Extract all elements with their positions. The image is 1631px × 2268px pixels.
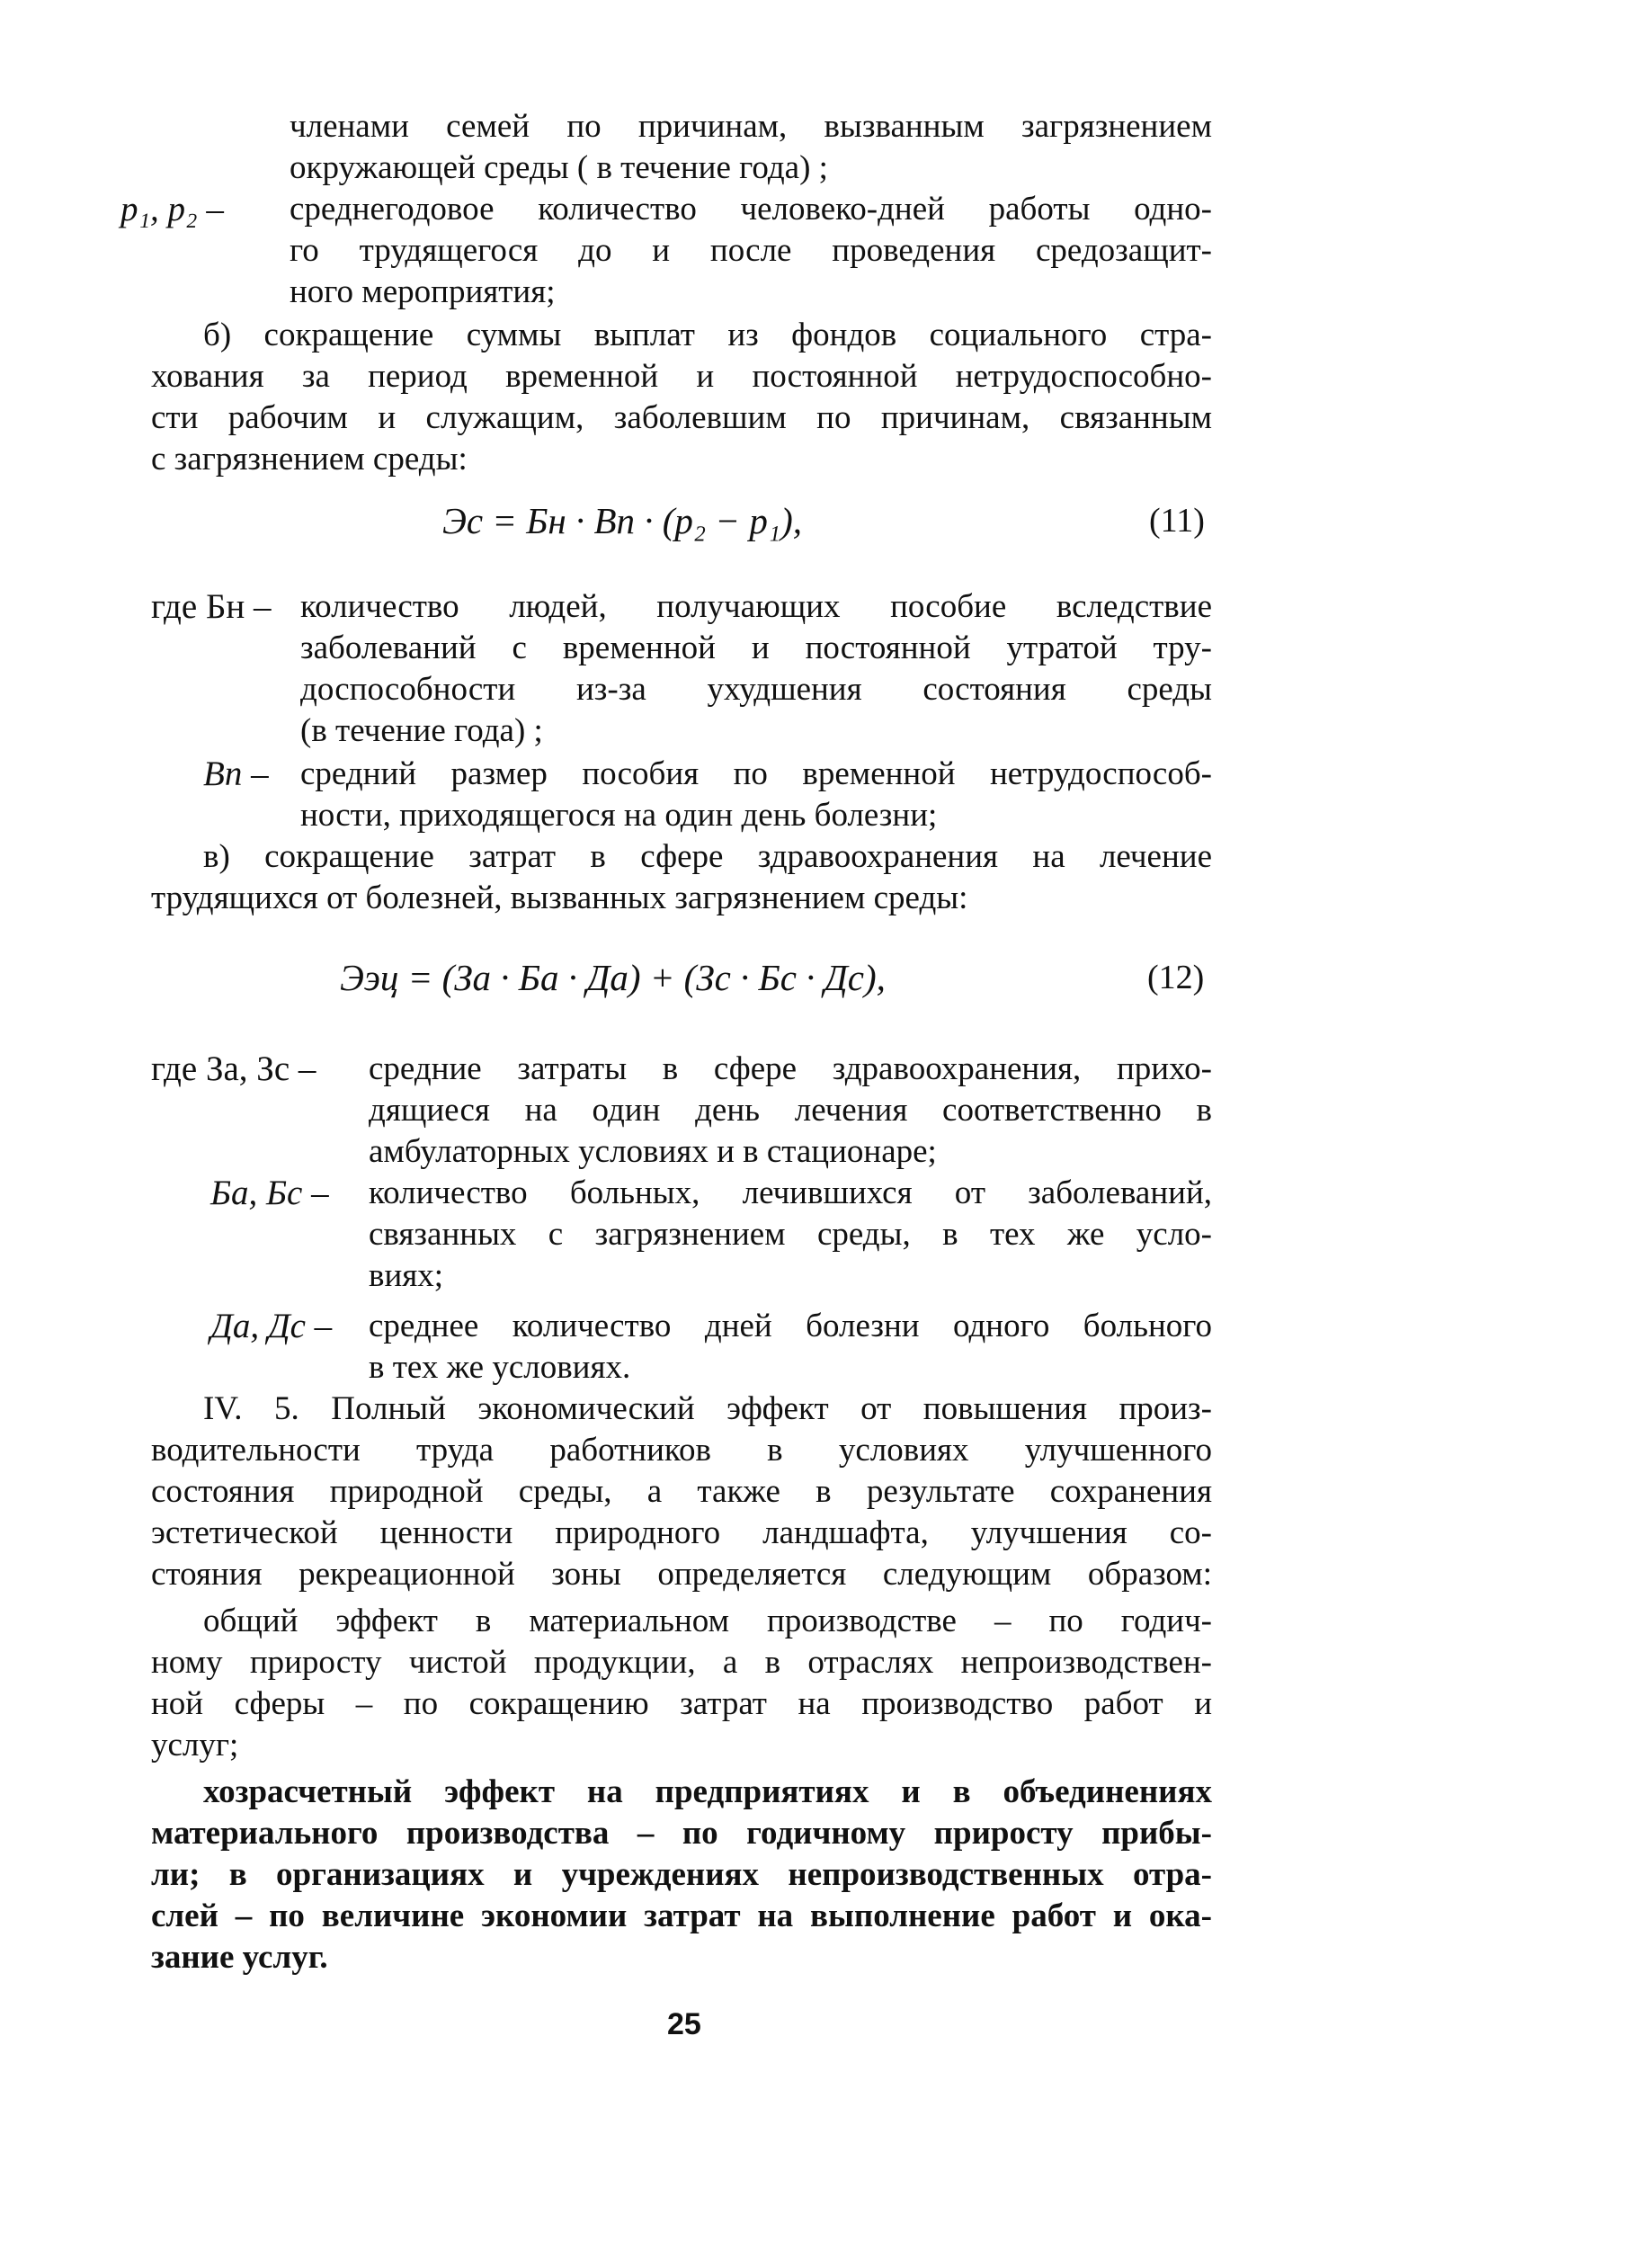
equation-11-number: (11) (1149, 502, 1205, 540)
paragraph-general-line-3: ной сферы – по сокращению затрат на производство работ и (151, 1685, 1212, 1722)
paragraph-v-line-1: в) сокращение затрат в сфере здравоохранения на лечение (203, 838, 1212, 875)
definition-line: (в течение года) ; (300, 712, 543, 749)
definition-term-b: Ба, Бс – (210, 1174, 329, 1212)
paragraph-khoz-line-4: слей – по величине экономии затрат на выполнение работ и ока- (151, 1897, 1212, 1934)
definition-line: связанных с загрязнением среды, в тех же усло- (369, 1216, 1212, 1253)
paragraph-khoz-line-3: ли; в организациях и учреждениях непроизводственных отра- (151, 1856, 1212, 1893)
definition-line: амбулаторных условиях и в стационаре; (369, 1133, 937, 1170)
definition-body-vp (300, 754, 1212, 836)
paragraph-b-line-4: с загрязнением среды: (151, 441, 468, 478)
equation-12-number: (12) (1147, 959, 1205, 996)
definition-line: количество людей, получающих пособие вследствие (300, 588, 1212, 625)
paragraph-b-line-2: хования за период временной и постоянной нетрудоспособно- (151, 358, 1212, 395)
definition-term-z: где За, Зс – (151, 1049, 316, 1088)
paragraph-iv5-line-3: состояния природной среды, а также в результате сохранения (151, 1473, 1212, 1510)
definition-line: дящиеся на один день лечения соответственно в (369, 1092, 1212, 1129)
paragraph-iv5-line-5: стояния рекреационной зоны определяется следующим образом: (151, 1556, 1212, 1593)
definition-line: средний размер пособия по временной нетрудоспособ- (300, 755, 1212, 792)
definition-body-d (369, 1306, 1212, 1388)
definition-line: среднее количество дней болезни одного больного (369, 1308, 1212, 1344)
equation-12: Ээц = (За · Ба · Да) + (Зс · Бс · Дс), (340, 957, 886, 998)
definition-line: ного мероприятия; (290, 273, 556, 310)
paragraph-general-line-4: услуг; (151, 1727, 239, 1764)
definition-term-vp: Вп – (203, 755, 269, 793)
definition-term-p: p₁, p₂ – (120, 190, 224, 228)
paragraph-v-line-2: трудящихся от болезней, вызванных загрязнением среды: (151, 880, 968, 916)
definition-line: в тех же условиях. (369, 1349, 631, 1386)
page-number: 25 (667, 2007, 701, 2041)
paragraph-general-line-1: общий эффект в материальном производстве – по годич- (203, 1603, 1212, 1639)
paragraph-khoz-line-1: хозрасчетный эффект на предприятиях и в объединениях (203, 1773, 1212, 1810)
definition-line: го трудящегося до и после проведения средозащит- (290, 232, 1212, 269)
paragraph-khoz-line-5: зание услуг. (151, 1939, 328, 1976)
paragraph-general-line-2: ному приросту чистой продукции, а в отраслях непроизводствен- (151, 1644, 1212, 1681)
continuation-line-1: членами семей по причинам, вызванным загрязнением (290, 108, 1212, 145)
paragraph-b-line-1: б) сокращение суммы выплат из фондов социального стра- (203, 317, 1212, 353)
definition-line: средние затраты в сфере здравоохранения, прихо- (369, 1050, 1212, 1087)
definition-term-d: Да, Дс – (210, 1307, 333, 1345)
paragraph-iv5-line-1: IV. 5. Полный экономический эффект от повышения произ- (203, 1390, 1212, 1427)
definition-line: заболеваний с временной и постоянной утратой тру- (300, 630, 1212, 666)
definition-body-z (369, 1049, 1212, 1173)
paragraph-iv5-line-4: эстетической ценности природного ландшафта, улучшения со- (151, 1514, 1212, 1551)
equation-11: Эс = Бн · Вп · (p₂ − p₁), (442, 500, 803, 541)
definition-line: количество больных, лечившихся от заболеваний, (369, 1174, 1212, 1211)
definition-body-p (290, 189, 1212, 313)
continuation-line-2: окружающей среды ( в течение года) ; (290, 149, 828, 186)
paragraph-iv5-line-2: водительности труда работников в условиях улучшенного (151, 1432, 1212, 1469)
definition-line: среднегодовое количество человеко-дней работы одно- (290, 191, 1212, 228)
definition-line: ности, приходящегося на один день болезни; (300, 797, 938, 834)
paragraph-khoz-line-2: материального производства – по годичному приросту прибы- (151, 1815, 1212, 1852)
definition-line: виях; (369, 1257, 444, 1294)
paragraph-b-line-3: сти рабочим и служащим, заболевшим по причинам, связанным (151, 399, 1212, 436)
definition-line: доспособности из-за ухудшения состояния среды (300, 671, 1212, 708)
definition-body-bn (300, 586, 1212, 752)
definition-body-b (369, 1173, 1212, 1297)
definition-term-bn: где Бн – (151, 587, 272, 626)
